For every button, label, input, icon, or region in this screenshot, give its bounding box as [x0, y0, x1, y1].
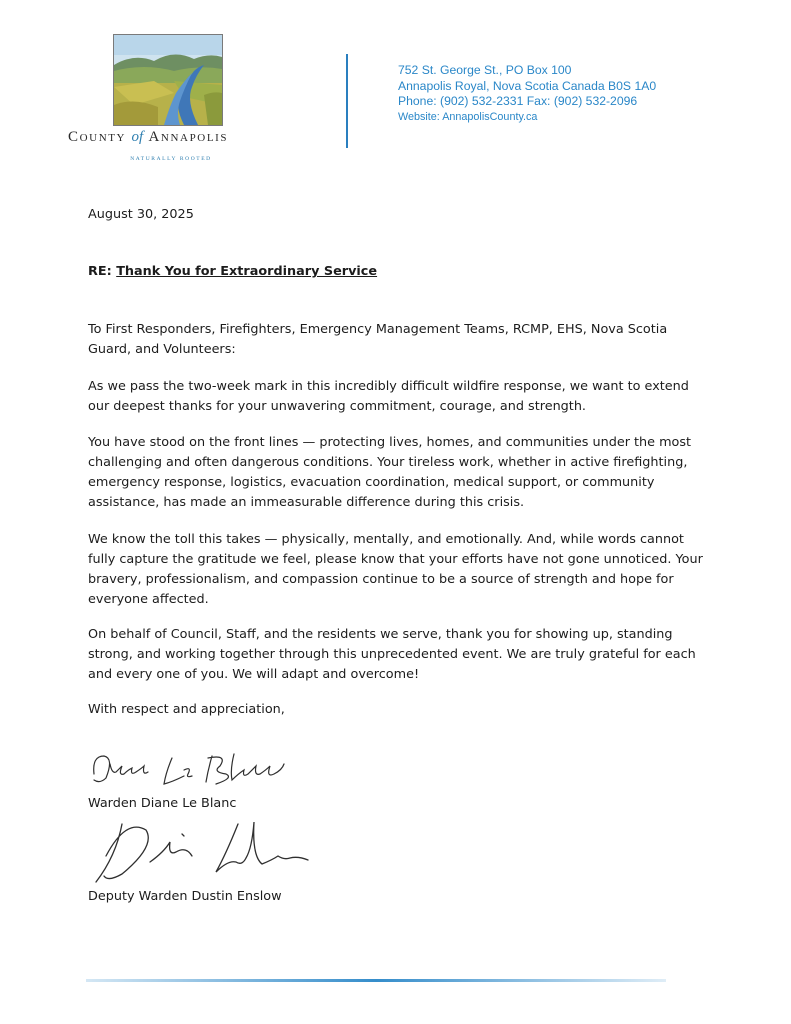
- letter-subject-line: [88, 262, 708, 282]
- paragraph-text: You have stood on the front lines — protecting lives, homes, and communities under the most challenging and often dangerous conditions. Your tireless work, whether in active firefighting, emergency response, logistics, evacuation coordination, medical support, or community assistance, has made an immeasurable difference during this crisis.: [88, 435, 692, 510]
- salutation-text: To First Responders, Firefighters, Emergency Management Teams, RCMP, EHS, Nova Scotia Guard, and Volunteers:: [88, 322, 668, 357]
- deputy-warden-signature: [86, 816, 316, 888]
- warden-signature: [88, 744, 308, 792]
- contact-phone: Phone: (902) 532-2331 Fax: (902) 532-2096: [398, 94, 638, 108]
- contact-block: [398, 63, 698, 125]
- paragraph-text: As we pass the two-week mark in this incredibly difficult wildfire response, we want to extend our deepest thanks for your unwavering commitment, courage, and strength.: [88, 379, 689, 414]
- landscape-river-illustration: [114, 35, 222, 125]
- county-tagline: NATURALLY ROOTED: [130, 156, 212, 162]
- re-label: RE:: [88, 264, 112, 279]
- contact-city: Annapolis Royal, Nova Scotia Canada B0S 1A0: [398, 78, 657, 93]
- deputy-warden-name: Deputy Warden Dustin Enslow: [88, 889, 282, 904]
- letter-paragraph-4: [88, 625, 708, 685]
- letter-paragraph-2: [88, 433, 708, 513]
- re-subject: Thank You for Extraordinary Service: [116, 264, 378, 279]
- letter-paragraph-3: [88, 530, 708, 610]
- header-divider: [346, 54, 348, 148]
- letter-salutation: [88, 320, 708, 360]
- handwritten-signature-image: [88, 744, 308, 792]
- letter-date: August 30, 2025: [88, 207, 194, 222]
- footer-gradient-line: [86, 979, 666, 982]
- contact-address: 752 St. George St., PO Box 100: [398, 63, 572, 77]
- county-name-after: Annapolis: [148, 129, 229, 145]
- warden-name: Warden Diane Le Blanc: [88, 796, 237, 811]
- contact-website: Website: AnnapolisCounty.ca: [398, 110, 538, 123]
- paragraph-text: On behalf of Council, Staff, and the residents we serve, thank you for showing up, standing strong, and working together through this unprecedented event. We are truly grateful for each and every one of you. We will adapt and overcome!: [88, 627, 696, 682]
- county-name-of: of: [131, 129, 144, 145]
- letter-closing: With respect and appreciation,: [88, 702, 285, 717]
- handwritten-signature-image: [86, 816, 316, 888]
- footer-rule: [86, 979, 666, 982]
- paragraph-text: We know the toll this takes — physically, mentally, and emotionally. And, while words cannot fully capture the gratitude we feel, please know that your efforts have not gone unnoticed. Your bravery, professionalism, and compassion continue to be a source of strength and hope for everyone affected.: [88, 532, 703, 607]
- county-logo-image: [113, 34, 223, 126]
- letter-paragraph-1: [88, 377, 708, 417]
- county-name-wordmark: [68, 129, 268, 146]
- county-name-before: County: [68, 129, 127, 145]
